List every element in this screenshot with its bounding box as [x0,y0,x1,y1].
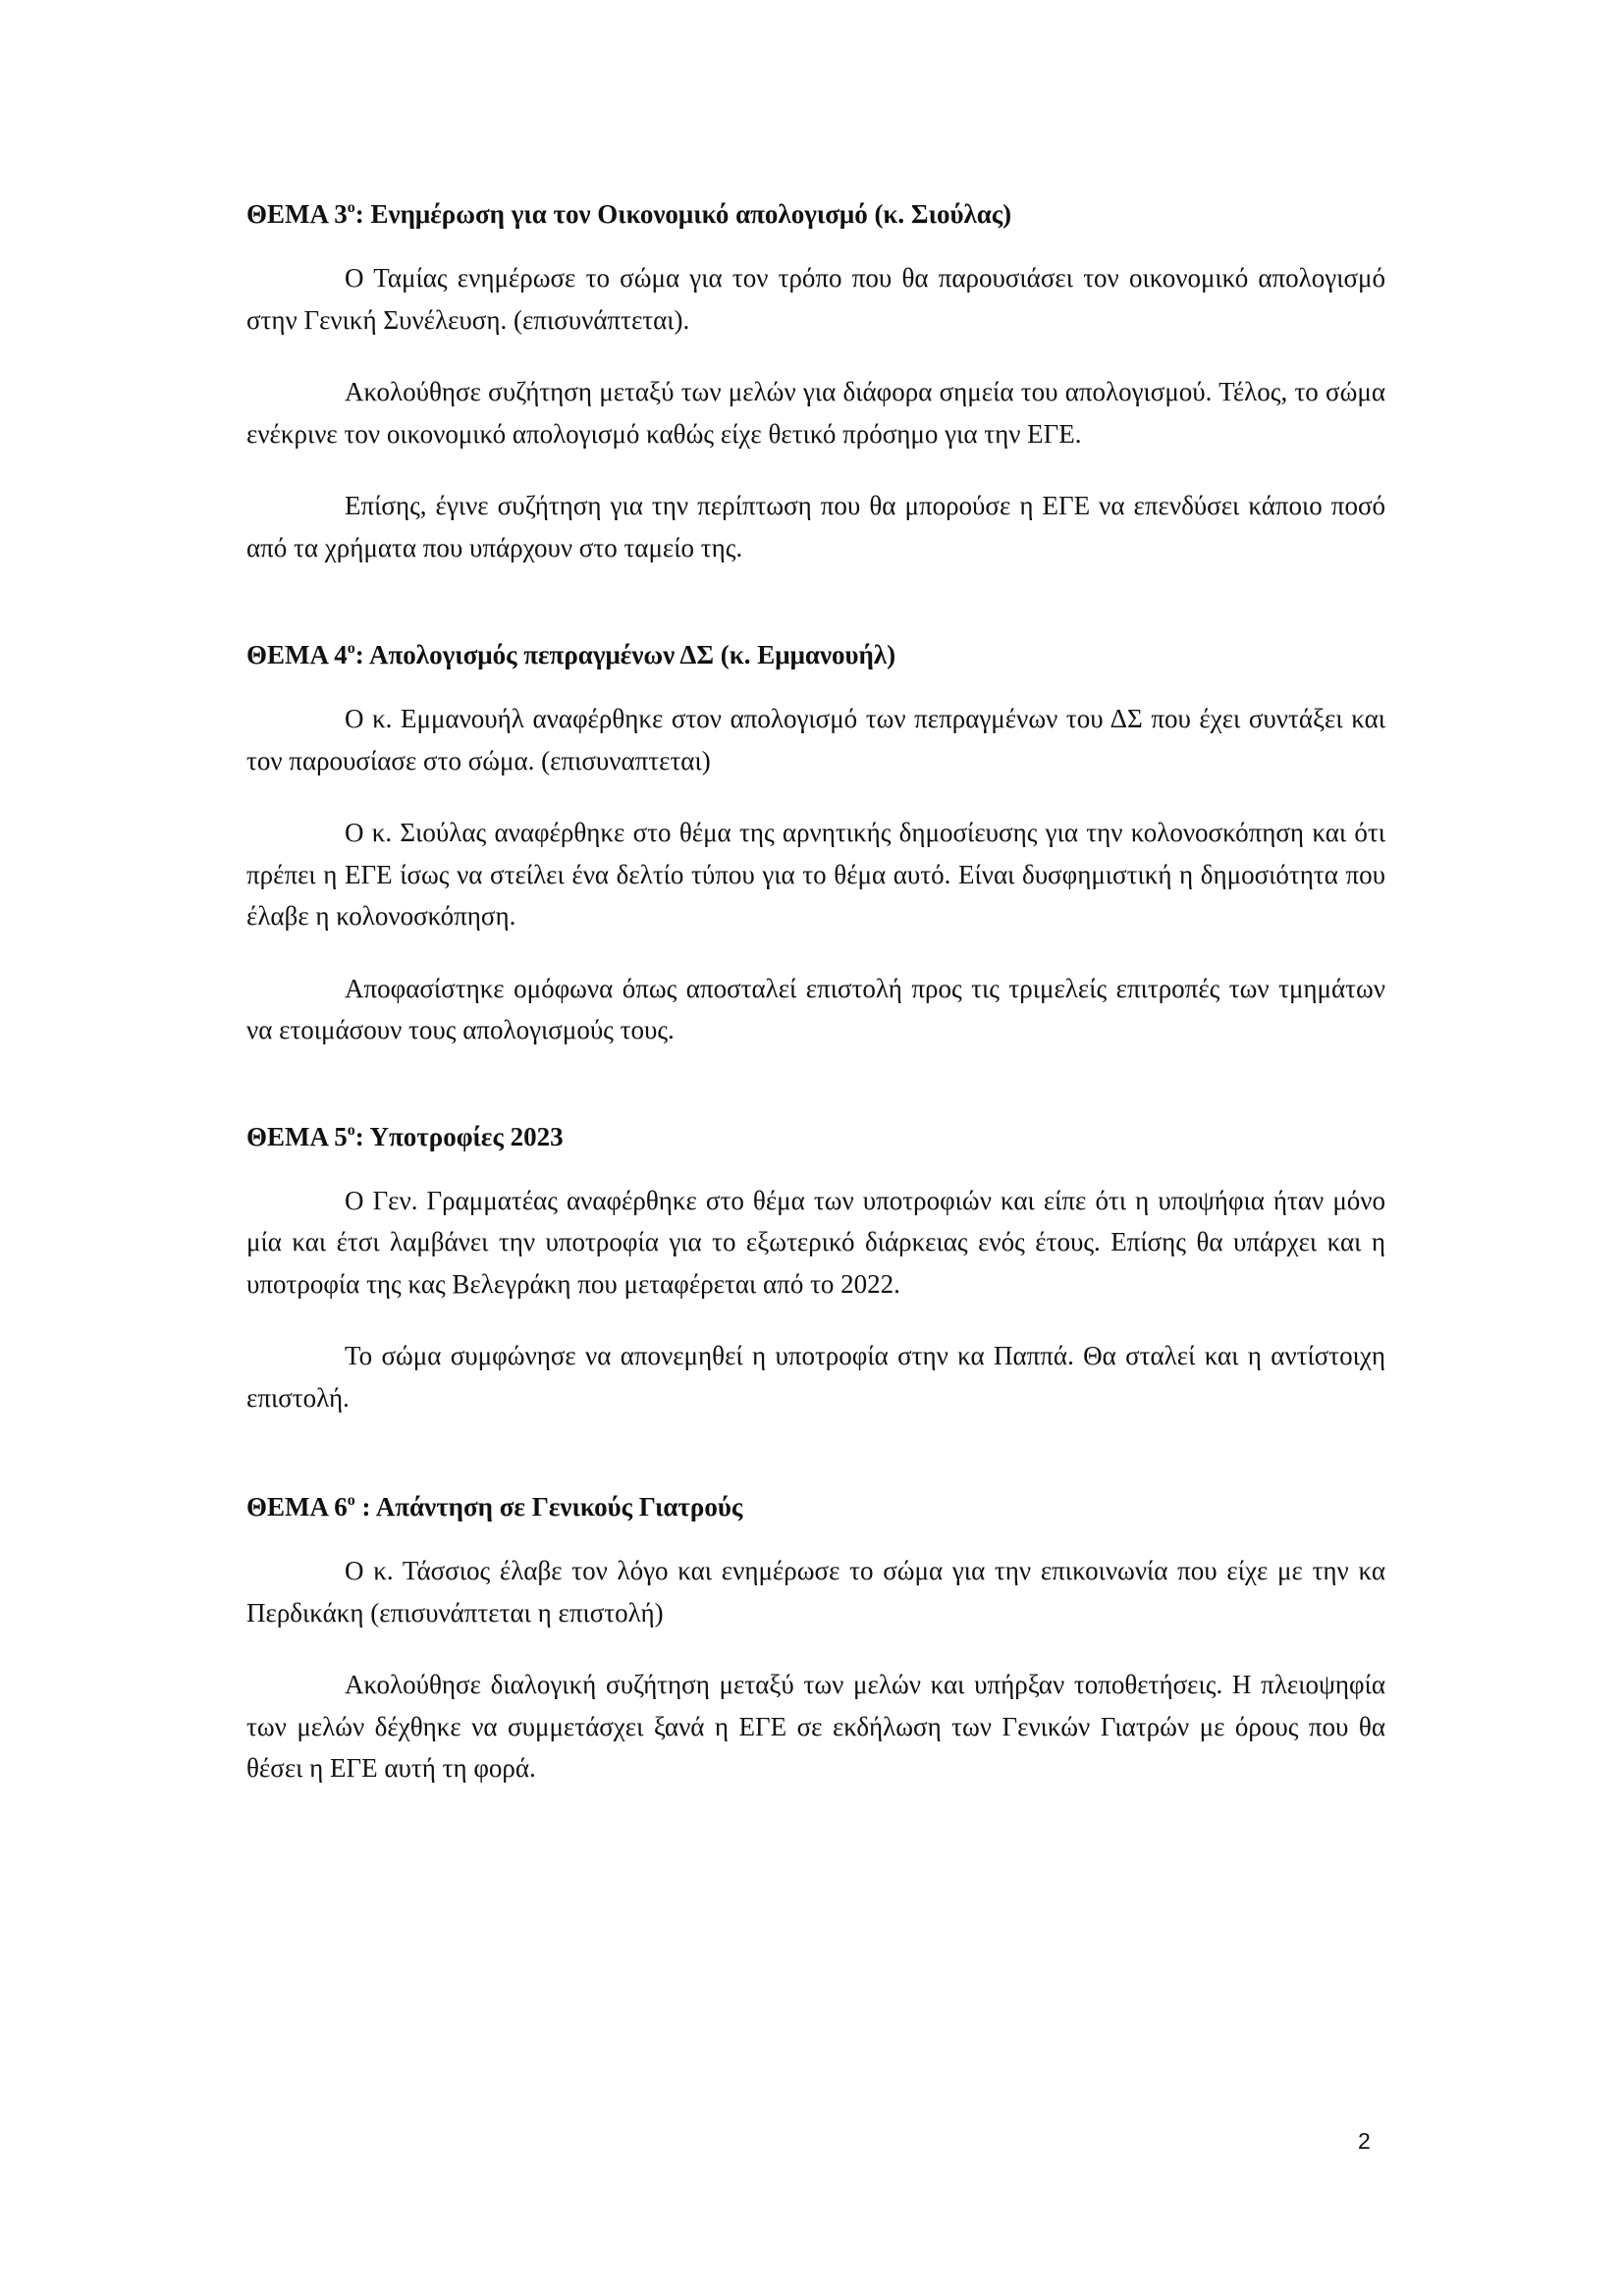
heading-ordinal: ο [347,1492,355,1509]
section-heading [246,635,1385,674]
paragraph: Ο κ. Σιούλας αναφέρθηκε στο θέμα της αρνητικής δημοσίευσης για την κολονοσκόπηση και ότι πρέπει η ΕΓΕ ίσως να στείλει ένα δελτίο τύπου για το θέμα αυτό. Είναι δυσφημιστική η δημοσιότητα που έλαβε η κολονοσκόπηση. [246,818,1385,931]
heading-ordinal: ο [347,199,355,216]
section-topic-3 [246,194,1385,568]
section-topic-5 [246,1117,1385,1419]
heading-title: : Υποτροφίες 2023 [354,1121,564,1151]
page-content [246,194,1385,1854]
paragraph: Επίσης, έγινε συζήτηση για την περίπτωση που θα μπορούσε η ΕΓΕ να επενδύσει κάποιο ποσό από τα χρήματα που υπάρχουν στο ταμείο της. [246,491,1385,562]
heading-ordinal: ο [347,1121,355,1139]
section-topic-4 [246,635,1385,1051]
heading-title: : Ενημέρωση για τον Οικονομικό απολογισμό (κ. Σιούλας) [354,199,1012,229]
heading-title: : Απολογισμός πεπραγμένων ΔΣ (κ. Εμμανουήλ) [354,640,896,669]
heading-prefix: ΘΕΜΑ 5 [246,1121,348,1151]
section-heading [246,1117,1385,1156]
paragraph: Ο Γεν. Γραμματέας αναφέρθηκε στο θέμα των υποτροφιών και είπε ότι η υποψήφια ήταν μόνο μία και έτσι λαμβάνει την υποτροφία για το εξωτερικό διάρκειας ενός έτους. Επίσης θα υπάρχει και η υποτροφία της κας Βελεγράκη που μεταφέρεται από το 2022. [246,1185,1385,1299]
section-heading [246,194,1385,234]
paragraph: Ακολούθησε συζήτηση μεταξύ των μελών για διάφορα σημεία του απολογισμού. Τέλος, το σώμα ενέκρινε τον οικονομικό απολογισμό καθώς είχε θετικό πρόσημο για την ΕΓΕ. [246,377,1385,449]
paragraph: Ο Ταμίας ενημέρωσε το σώμα για τον τρόπο που θα παρουσιάσει τον οικονομικό απολογισμό στην Γενική Συνέλευση. (επισυνάπτεται). [246,263,1385,335]
paragraph: Ο κ. Εμμανουήλ αναφέρθηκε στον απολογισμό των πεπραγμένων του ΔΣ που έχει συντάξει και τον παρουσίασε στο σώμα. (επισυναπτεται) [246,704,1385,775]
paragraph: Ο κ. Τάσσιος έλαβε τον λόγο και ενημέρωσε το σώμα για την επικοινωνία που είχε με την κα Περδικάκη (επισυνάπτεται η επιστολή) [246,1556,1385,1628]
page-number: 2 [1358,2128,1371,2154]
heading-prefix: ΘΕΜΑ 6 [246,1492,348,1522]
paragraph: Αποφασίστηκε ομόφωνα όπως αποσταλεί επιστολή προς τις τριμελείς επιτροπές των τμημάτων να ετοιμάσουν τους απολογισμούς τους. [246,973,1385,1044]
heading-prefix: ΘΕΜΑ 4 [246,640,348,669]
heading-title: : Απάντηση σε Γενικούς Γιατρούς [354,1492,743,1522]
paragraph: Ακολούθησε διαλογική συζήτηση μεταξύ των μελών και υπήρξαν τοποθετήσεις. Η πλειοψηφία των μελών δέχθηκε να συμμετάσχει ξανά η ΕΓΕ σε εκδήλωση των Γενικών Γιατρών με όρους που θα θέσει η ΕΓΕ αυτή τη φορά. [246,1670,1385,1783]
section-heading [246,1487,1385,1526]
section-topic-6 [246,1487,1385,1789]
heading-ordinal: ο [347,640,355,657]
paragraph: Το σώμα συμφώνησε να απονεμηθεί η υποτροφία στην κα Παππά. Θα σταλεί και η αντίστοιχη επιστολή. [246,1341,1385,1413]
heading-prefix: ΘΕΜΑ 3 [246,199,348,229]
